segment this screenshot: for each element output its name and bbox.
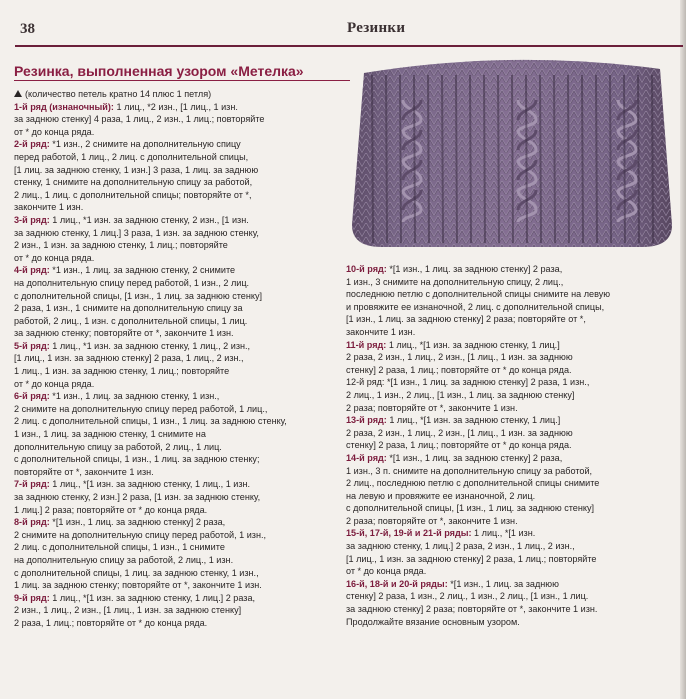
rib-groove: [386, 75, 387, 243]
row-text: 1 изн., 3 снимите на дополнительную спицу, 2 лиц.,: [346, 276, 564, 287]
row-text: 2 изн., 1 лиц., 2 изн., [1 лиц., 1 изн. за заднюю стенку]: [14, 605, 242, 616]
instruction-line: [14, 478, 344, 491]
instruction-line: [14, 352, 344, 365]
row-text: перед работой, 1 лиц., 2 лиц. с дополнительной спицы,: [14, 151, 249, 162]
instruction-line: [346, 603, 682, 616]
row-text: от * до конца ряда.: [14, 378, 95, 389]
instruction-line: [14, 290, 344, 303]
row-text: стенку] 2 раза, 1 лиц.; повторяйте от * до конца ряда.: [346, 440, 572, 451]
instruction-line: [14, 88, 344, 101]
row-text: стенку] 2 раза, 1 лиц.; повторяйте от * до конца ряда.: [346, 364, 572, 375]
row-text: 2 раза, 1 изн., 1 снимите на дополнительную спицу за: [14, 303, 243, 314]
row-label: 15-й, 17-й, 19-й и 21-й ряды:: [346, 528, 472, 539]
instruction-line: [14, 126, 344, 139]
instruction-line: [14, 378, 344, 391]
row-text: последнюю петлю с дополнительной спицы снимите на левую: [346, 289, 611, 300]
row-text: 1 лиц. за заднюю стенку; повторяйте от *, закончите 1 изн.: [14, 580, 262, 591]
instructions-right-column: [346, 263, 682, 628]
instruction-line: [14, 214, 344, 227]
rib-groove: [652, 75, 653, 243]
instruction-line: [14, 264, 344, 277]
instruction-line: [14, 302, 344, 315]
instruction-line: [14, 138, 344, 151]
instruction-line: [14, 604, 344, 617]
rib-groove: [610, 75, 611, 243]
instruction-line: [346, 578, 682, 591]
instruction-line: [14, 516, 344, 529]
row-label: 10-й ряд:: [346, 264, 387, 274]
instruction-line: [14, 176, 344, 189]
rib-groove: [442, 75, 443, 243]
instruction-line: [14, 579, 344, 592]
instruction-line: [346, 502, 682, 515]
rib-groove: [554, 75, 555, 243]
row-text: 2 раза, 2 изн., 1 лиц., 2 изн., [1 лиц., 1 изн. за заднюю: [346, 427, 573, 438]
row-text: повторяйте от *, закончите 1 изн.: [14, 466, 154, 477]
instruction-line: [14, 428, 344, 441]
instruction-line: [14, 390, 344, 403]
instruction-line: [14, 327, 344, 340]
instruction-line: [14, 529, 344, 542]
instruction-line: [346, 553, 682, 566]
row-label: 9-й ряд:: [14, 592, 50, 603]
instruction-line: [14, 151, 344, 164]
instruction-line: [346, 313, 682, 326]
row-text: 1 изн., 3 п. снимите на дополнительную спицу за работой,: [346, 465, 593, 476]
rib-groove: [498, 75, 499, 243]
row-text: за заднюю стенку, 1 лиц.] 2 раза, 2 изн., 1 лиц., 2 изн.,: [346, 541, 575, 552]
row-text: 2 снимите на дополнительную спицу перед работой, 1 лиц.,: [14, 403, 268, 414]
instruction-line: [14, 101, 344, 114]
rib-groove: [582, 75, 583, 243]
rib-groove: [372, 75, 373, 243]
instruction-line: [14, 239, 344, 252]
instruction-line: [346, 477, 682, 490]
row-text: 2 изн., 1 изн. за заднюю стенку, 1 лиц.; повторяйте: [14, 240, 228, 251]
row-label: 7-й ряд:: [14, 479, 50, 490]
row-text: *1 изн., 1 лиц. за заднюю стенку, 1 изн.,: [49, 391, 220, 402]
instruction-line: [346, 427, 682, 440]
rib-groove: [484, 75, 485, 243]
row-text: дополнительную спицу за работой, 2 лиц., 1 лиц.: [14, 441, 222, 452]
row-text: 1 лиц., *[1 изн. за заднюю стенку, 1 лиц.]: [386, 339, 560, 350]
row-label: 4-й ряд:: [14, 265, 50, 276]
row-text: 2 лиц. с дополнительной спицы, 1 изн., 1 лиц. за заднюю стенку,: [14, 416, 287, 427]
rib-groove: [596, 75, 597, 243]
rib-groove: [540, 75, 541, 243]
row-text: 1 лиц., *[1 изн. за заднюю стенку, 1 лиц.]: [386, 415, 561, 426]
knitted-sample-photo: [342, 55, 682, 250]
rib-groove: [624, 75, 625, 243]
row-text: *[1 изн., 1 лиц. за заднюю стенку] 2 раза,: [49, 517, 226, 528]
row-label: 1-й ряд (изнаночный):: [14, 101, 114, 112]
instruction-line: [14, 592, 344, 605]
row-text: 12-й ряд: *[1 изн., 1 лиц. за заднюю стенку] 2 раза, 1 изн.,: [346, 377, 590, 388]
rib-groove: [414, 75, 415, 243]
instruction-line: [14, 252, 344, 265]
instruction-line: [346, 565, 682, 578]
instruction-line: [346, 540, 682, 553]
row-text: *1 изн., 1 лиц. за заднюю стенку, 2 снимите: [49, 265, 236, 276]
row-text: на дополнительную спицу за работой, 2 лиц., 1 изн.: [14, 554, 234, 565]
rib-groove: [568, 75, 569, 243]
row-text: 1 лиц., *[1 изн.: [471, 528, 536, 539]
instruction-line: [14, 491, 344, 504]
row-text: 2 раза, 1 лиц.; повторяйте от * до конца ряда.: [14, 617, 208, 628]
row-text: за заднюю стенку] 2 раза; повторяйте от *, закончите 1 изн.: [346, 604, 598, 615]
row-text: закончите 1 изн.: [14, 202, 84, 213]
row-text: от * до конца ряда.: [14, 126, 95, 137]
instruction-line: [346, 515, 682, 528]
page-number: 38: [20, 21, 35, 37]
row-text: за заднюю стенку, 1 лиц.] 3 раза, 1 изн. за заднюю стенку,: [14, 227, 259, 238]
rib-groove: [470, 75, 471, 243]
instruction-line: [14, 365, 344, 378]
row-text: 1 лиц., *[1 изн. за заднюю стенку, 1 лиц., 1 изн.: [49, 479, 251, 490]
instruction-line: [346, 490, 682, 503]
row-text: *[1 изн., 1 лиц. за заднюю: [447, 578, 559, 589]
instruction-line: [346, 263, 682, 276]
row-text: [1 изн., 1 лиц. за заднюю стенку] 2 раза; повторяйте от *,: [346, 314, 586, 325]
row-label: 5-й ряд:: [14, 340, 50, 351]
row-text: *[1 изн., 1 лиц. за заднюю стенку] 2 раза,: [386, 264, 563, 274]
instruction-line: [346, 590, 682, 603]
row-text: 2 раза; повторяйте от *, закончите 1 изн.: [346, 515, 518, 526]
instruction-line: [14, 315, 344, 328]
row-text: за заднюю стенку] 4 раза, 1 лиц., 2 изн., 1 лиц.; повторяйте: [14, 114, 265, 125]
row-text: 1 лиц., *2 изн., [1 лиц., 1 изн.: [113, 101, 238, 112]
row-text: 2 лиц., последнюю петлю с дополнительной спицы снимите: [346, 478, 600, 489]
rib-groove: [428, 75, 429, 243]
row-text: с дополнительной спицы, 1 изн., 1 лиц. за заднюю стенку;: [14, 454, 260, 465]
instruction-line: [346, 376, 682, 389]
instruction-line: [14, 554, 344, 567]
instruction-line: [346, 389, 682, 402]
row-label: 8-й ряд:: [14, 517, 50, 528]
row-label: 13-й ряд:: [346, 415, 387, 426]
row-text: от * до конца ряда.: [14, 252, 95, 263]
instruction-line: [346, 616, 682, 629]
section-header: Резинки: [347, 20, 406, 36]
row-label: 2-й ряд:: [14, 139, 50, 150]
instruction-line: [14, 227, 344, 240]
row-text: [1 лиц., 1 изн. за заднюю стенку] 2 раза, 1 лиц., 2 изн.,: [14, 353, 244, 364]
row-text: 2 раза, 2 изн., 1 лиц., 2 изн., [1 лиц., 1 изн. за заднюю: [346, 352, 573, 363]
instruction-line: [14, 277, 344, 290]
rib-groove: [638, 75, 639, 243]
instruction-line: [14, 113, 344, 126]
header-rule: [15, 45, 683, 47]
instruction-line: [346, 276, 682, 289]
row-text: работой, 2 лиц., 1 изн. с дополнительной спицы, 1 лиц.: [14, 315, 248, 326]
instruction-line: [14, 453, 344, 466]
instruction-line: [14, 504, 344, 517]
instruction-line: [14, 340, 344, 353]
title-underline: [14, 80, 350, 81]
instruction-line: [14, 541, 344, 554]
row-text: стенку] 2 раза, 1 изн., 2 лиц., 1 изн., 2 лиц., [1 изн., 1 лиц.: [346, 591, 589, 602]
instruction-line: [14, 441, 344, 454]
instruction-line: [346, 465, 682, 478]
row-label: 16-й, 18-й и 20-й ряды:: [346, 578, 448, 589]
row-text: 1 лиц., *[1 изн. за заднюю стенку, 1 лиц.] 2 раза,: [49, 592, 256, 603]
instruction-line: [346, 301, 682, 314]
row-text: на дополнительную спицу перед работой, 1 изн., 2 лиц.: [14, 277, 250, 288]
instruction-line: [346, 402, 682, 415]
instruction-line: [14, 466, 344, 479]
row-text: стенку, 1 снимите на дополнительную спицу за работой,: [14, 177, 253, 188]
row-label: 14-й ряд:: [346, 452, 387, 463]
row-text: с дополнительной спицы, [1 изн., 1 лиц. за заднюю стенку]: [14, 290, 263, 301]
row-text: с дополнительной спицы, 1 лиц. за заднюю стенку, 1 изн.,: [14, 567, 259, 578]
rib-groove: [512, 75, 513, 243]
instruction-line: [14, 189, 344, 202]
row-text: 1 лиц., *1 изн. за заднюю стенку, 2 изн., [1 изн.: [49, 214, 249, 225]
instruction-line: [14, 567, 344, 580]
instruction-line: [346, 364, 682, 377]
instruction-line: [14, 164, 344, 177]
row-text: за заднюю стенку; повторяйте от *, закончите 1 изн.: [14, 328, 234, 339]
instruction-line: [346, 351, 682, 364]
instruction-line: [14, 201, 344, 214]
row-text: 2 лиц., 1 изн., 2 лиц., [1 изн., 1 лиц. за заднюю стенку]: [346, 389, 575, 400]
rib-groove: [456, 75, 457, 243]
triangle-icon: [14, 90, 22, 97]
row-label: 11-й ряд:: [346, 339, 387, 350]
row-text: 2 раза; повторяйте от *, закончите 1 изн.: [346, 402, 518, 413]
instruction-line: [346, 288, 682, 301]
row-text: от * до конца ряда.: [346, 566, 427, 577]
rib-groove: [400, 75, 401, 243]
row-text: за заднюю стенку, 2 изн.] 2 раза, [1 изн. за заднюю стенку,: [14, 492, 261, 502]
instruction-line: [346, 339, 682, 352]
instruction-line: [346, 414, 682, 427]
row-text: с дополнительной спицы, [1 изн., 1 лиц. за заднюю стенку]: [346, 503, 595, 514]
instruction-line: [14, 403, 344, 416]
row-text: закончите 1 изн.: [346, 326, 416, 337]
row-text: и провяжите ее изнаночной, 2 лиц. с дополнительной спицы,: [346, 301, 605, 312]
rib-groove: [526, 75, 527, 243]
row-text: [1 лиц. за заднюю стенку, 1 изн.] 3 раза, 1 лиц. за заднюю: [14, 164, 259, 175]
row-text: 1 лиц., 1 изн. за заднюю стенку, 1 лиц.; повторяйте: [14, 366, 230, 377]
row-text: 2 лиц. с дополнительной спицы, 1 изн., 1 снимите: [14, 542, 225, 553]
instruction-line: [346, 452, 682, 465]
instructions-left-column: [14, 88, 344, 630]
row-text: *1 изн., 2 снимите на дополнительную спицу: [49, 139, 241, 150]
instruction-line: [346, 439, 682, 452]
row-text: 2 лиц., 1 лиц. с дополнительной спицы; повторяйте от *,: [14, 189, 252, 200]
row-text: на левую и провяжите ее изнаночной, 2 лиц.: [346, 490, 536, 501]
instruction-line: [346, 527, 682, 540]
pattern-title: Резинка, выполненная узором «Метелка»: [14, 63, 304, 79]
row-text: 1 лиц.] 2 раза; повторяйте от * до конца ряда.: [14, 504, 208, 515]
instruction-line: [346, 326, 682, 339]
row-text: Продолжайте вязание основным узором.: [346, 616, 520, 627]
row-label: 6-й ряд:: [14, 391, 50, 402]
row-text: *[1 изн., 1 лиц. за заднюю стенку] 2 раза,: [386, 452, 563, 463]
instruction-line: [14, 415, 344, 428]
row-text: 1 изн., 1 лиц. за заднюю стенку, 1 снимите на: [14, 429, 206, 440]
row-text: 1 лиц., *1 изн. за заднюю стенку, 1 лиц., 2 изн.,: [49, 340, 251, 351]
row-text: [1 лиц., 1 изн. за заднюю стенку] 2 раза, 1 лиц.; повторяйте: [346, 553, 597, 564]
instruction-line: [14, 617, 344, 630]
row-text: (количество петель кратно 14 плюс 1 петля): [25, 89, 212, 99]
row-label: 3-й ряд:: [14, 214, 50, 225]
row-text: 2 снимите на дополнительную спицу перед работой, 1 изн.,: [14, 529, 267, 540]
